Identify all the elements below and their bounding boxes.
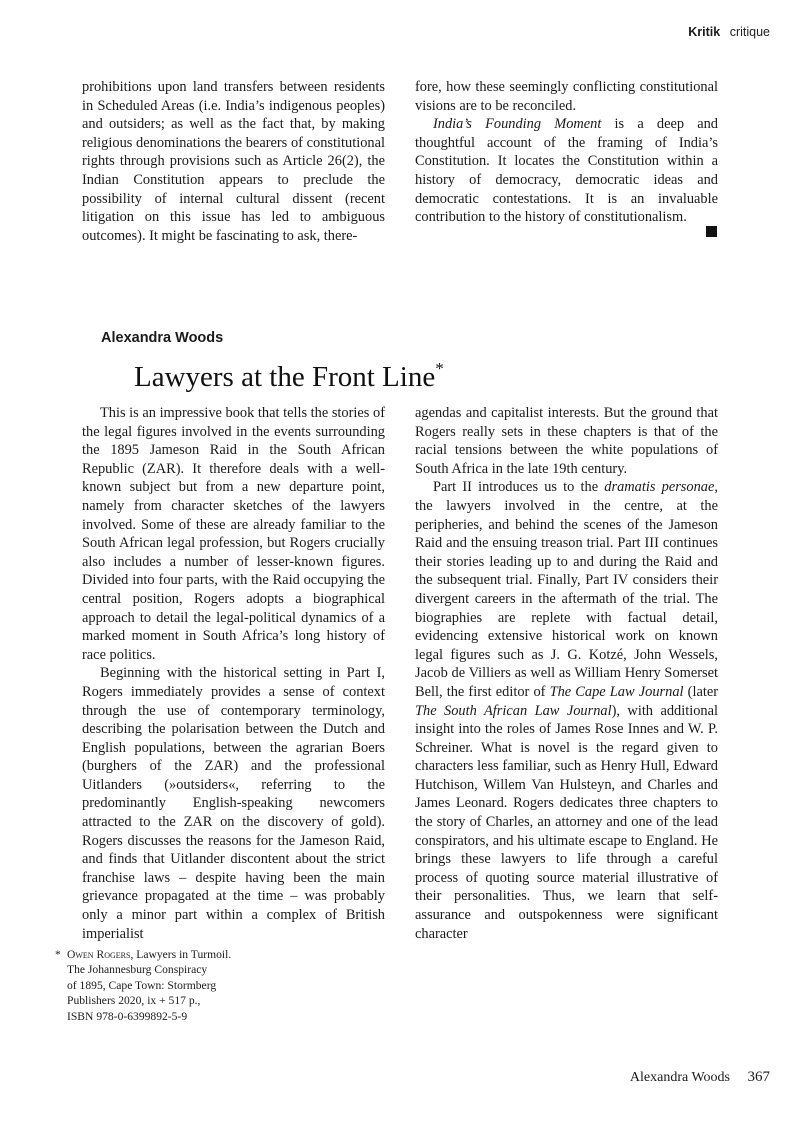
review-paragraph: agendas and capitalist interests. But the ground that Rogers really sets in these chapters is that of the racial tensions between the white populations of South Africa in the late 19th century. xyxy=(415,405,718,477)
text-run: Part II introduces us to the xyxy=(433,479,605,496)
page-footer xyxy=(630,1069,770,1086)
page-number: 367 xyxy=(747,1069,770,1085)
footnote-line: Publishers 2020, ix + 517 p., xyxy=(67,994,201,1008)
journal-title-italic: The South African Law Journal xyxy=(415,702,612,719)
footnote xyxy=(55,947,307,1024)
review-right-column xyxy=(415,404,718,943)
text-run: , the lawyers involved in the centre, at the peripheries, and behind the scenes of the Jameson Raid and the ensuing treason trial. Part III continues their stories leading up to and during the Raid and the subsequent trial. Finally, Part IV considers their divergent careers in the aftermath of the trial. The biographies are replete with factual detail, evidencing extensive historical work on known legal figures such as J. G. Kotzé, John Wessels, Jacob de Villiers as well as William Henry Somerset Bell, the first editor of xyxy=(415,479,718,700)
footnote-body xyxy=(67,947,307,1024)
prev-review-right-column xyxy=(415,78,718,227)
prev-review-conclusion xyxy=(415,115,718,227)
end-of-review-mark xyxy=(706,226,717,237)
prev-review-paragraph: prohibitions upon land transfers between residents in Scheduled Areas (i.e. India’s indigenous peoples) and outsiders; as well as the fact that, by making religious denominations the bearers of constitutional rights through provisions such as Article 26(2), the Indian Constitution appears to preclude the possibility of internal cultural dissent (recent litigation on this issue has led to ambiguous outcomes). It might be fascinating to ask, there- xyxy=(82,79,385,244)
italic-term: dramatis personae xyxy=(604,479,715,496)
book-title-italic: India’s Founding Moment xyxy=(433,116,602,133)
footnote-line: The Johannesburg Conspiracy xyxy=(67,963,208,977)
text-run: ), with additional insight into the roles of James Rose Innes and W. P. Schreiner. What is novel is the regard given to characters less familiar, such as Henry Hull, Edward Hutchison, Willem Van Hulsteyn, and Charles and James Leonard. Rogers dedicates three chapters to the story of Charles, an attorney and one of the lead conspirators, and his ultimate escape to England. He brings these lawyers to life through a careful process of quoting source material illustrative of their personalities. Thus, we learn that self-assurance and outspokenness were significant character xyxy=(415,702,718,942)
review-paragraph: This is an impressive book that tells the stories of the legal figures involved in the events surrounding the 1895 Jameson Raid in the South African Republic (ZAR). It therefore deals with a well-known subject but from a new departure point, namely from character sketches of the lawyers involved. Some of these are already familiar to the South African legal profession, but Rogers crucially also includes a number of lesser-known figures. Divided into four parts, with the Raid occupying the central position, Rogers adopts a biographical approach to detail the legal-political dynamics of a marked moment in South Africa’s long history of race politics. xyxy=(82,405,385,663)
footnote-text: Lawyers in Turmoil. xyxy=(136,948,232,961)
review-author: Alexandra Woods xyxy=(101,330,224,346)
text-run: (later xyxy=(683,683,719,700)
category-label: critique xyxy=(729,25,770,39)
footnote-line: of 1895, Cape Town: Stormberg xyxy=(67,978,217,992)
footer-author: Alexandra Woods xyxy=(629,1070,730,1085)
separator: , xyxy=(130,948,137,961)
prev-review-conclusion-text: is a deep and thoughtful account of the framing of India’s Constitution. It locates the Constitution within a history of democracy, democratic ideas and democratic contestations. It is an invaluable contribution to the history of constitutionalism. xyxy=(415,116,718,226)
prev-review-left-column xyxy=(82,78,385,245)
running-head xyxy=(688,25,770,39)
footnote-line: ISBN 978-0-6399892-5-9 xyxy=(67,1009,188,1023)
footnote-line xyxy=(67,947,307,962)
footnote-reference[interactable]: * xyxy=(435,359,444,378)
footnote-author: Owen Rogers xyxy=(67,948,131,961)
footnote-mark: * xyxy=(55,948,61,961)
section-label: Kritik xyxy=(688,25,721,39)
review-left-column xyxy=(82,404,385,943)
review-title xyxy=(134,350,444,396)
review-paragraph: Beginning with the historical setting in Part I, Rogers immediately provides a sense of context through the use of contemporary terminology, describing the polarisation between the Dutch and English populations, between the agrarian Boers (burghers of the ZAR) and the professional Uitlanders (»outsiders«, referring to the predominantly English-speaking newcomers attracted to the ZAR on the discovery of gold). Rogers discusses the reasons for the Jameson Raid, and finds that Uitlander discontent about the strict franchise laws – despite having been the main grievance propagated at the time – was probably only a minor part within a complex of British imperialist xyxy=(82,665,385,942)
review-title-text: Lawyers at the Front Line xyxy=(134,361,436,393)
review-paragraph xyxy=(415,478,718,943)
journal-title-italic: The Cape Law Journal xyxy=(549,683,684,700)
prev-review-paragraph: fore, how these seemingly conflicting constitutional visions are to be reconciled. xyxy=(415,79,718,114)
